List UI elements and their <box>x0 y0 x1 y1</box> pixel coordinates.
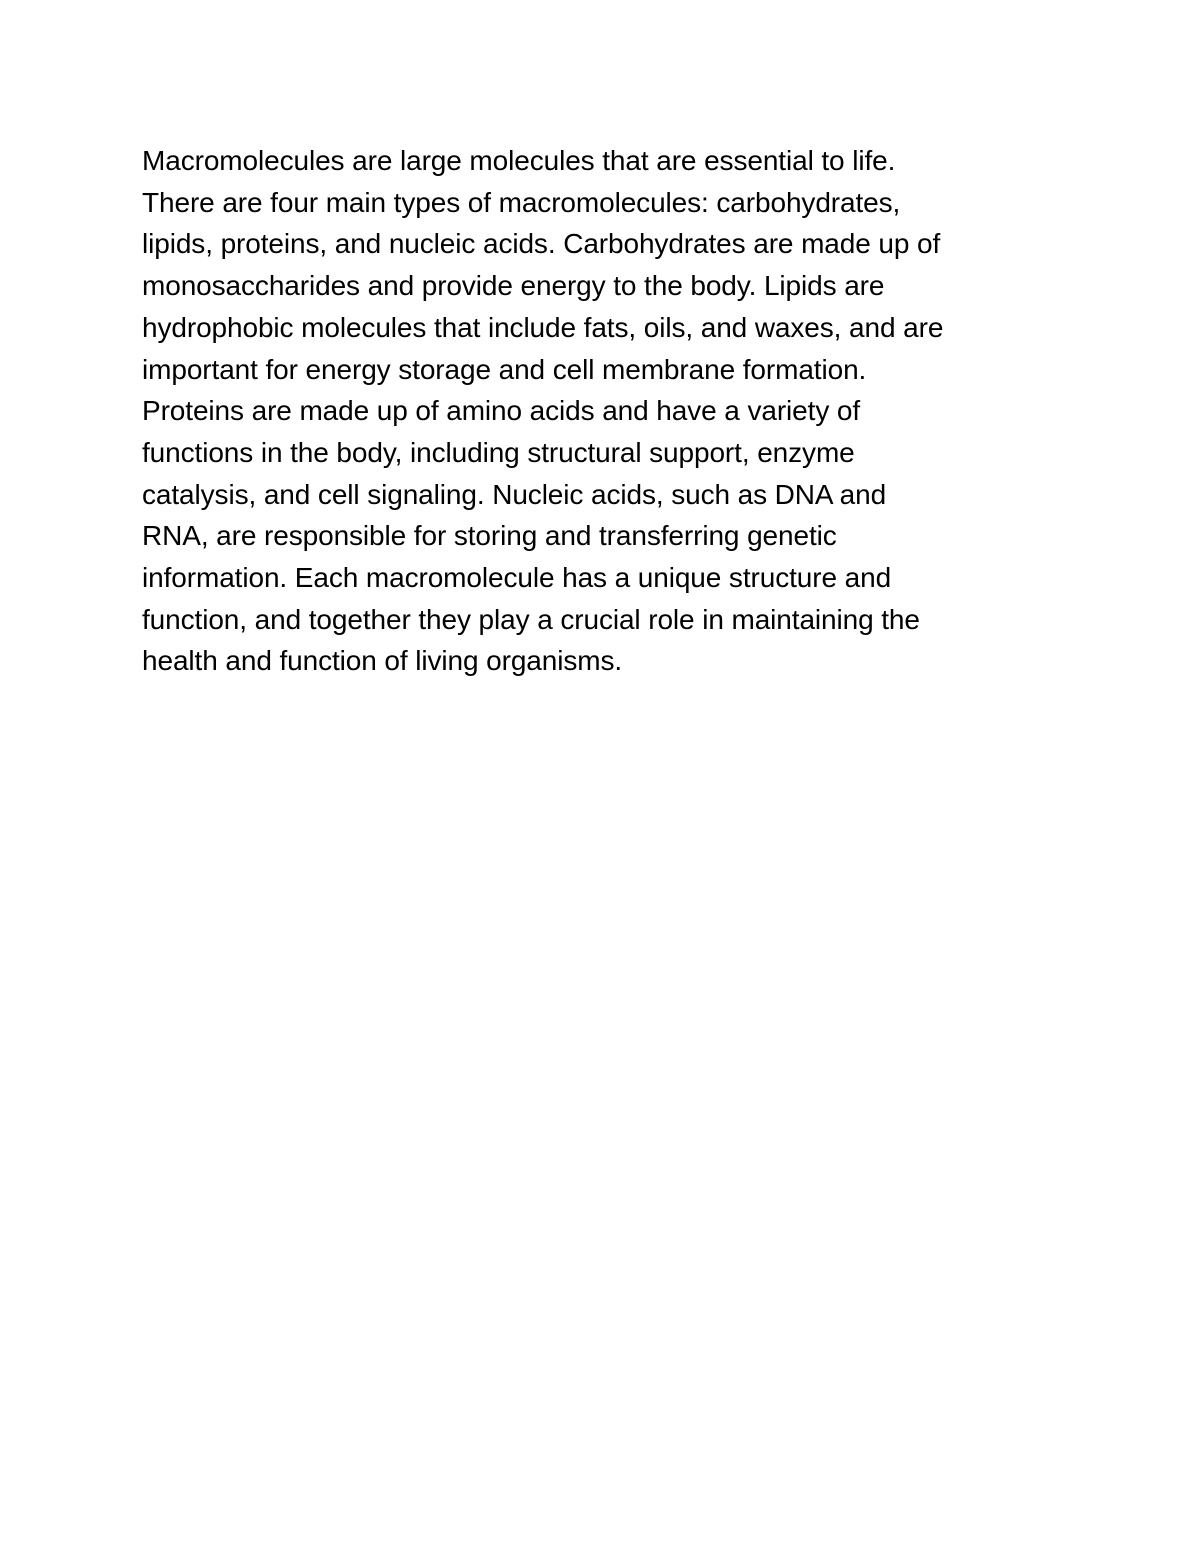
paragraph-line: hydrophobic molecules that include fats, oils, and waxes, and are <box>142 311 944 343</box>
paragraph-line: Macromolecules are large molecules that are essential to life. <box>142 145 896 176</box>
paragraph-line: monosaccharides and provide energy to the body. Lipids are <box>142 270 885 302</box>
paragraph-line: There are four main types of macromolecules: carbohydrates, <box>142 186 901 218</box>
paragraph-line: Proteins are made up of amino acids and have a variety of <box>142 395 861 427</box>
paragraph-line: information. Each macromolecule has a unique structure and <box>142 562 892 594</box>
paragraph-line: important for energy storage and cell membrane formation. <box>142 353 867 385</box>
paragraph-line: health and function of living organisms. <box>142 645 623 677</box>
paragraph-line: function, and together they play a crucial role in maintaining the <box>142 603 920 635</box>
paragraph-line: catalysis, and cell signaling. Nucleic acids, such as DNA and <box>142 478 887 510</box>
paragraph-line: RNA, are responsible for storing and transferring genetic <box>142 520 837 552</box>
paragraph-line: functions in the body, including structural support, enzyme <box>142 436 855 468</box>
body-paragraph <box>142 140 1082 682</box>
paragraph-line: lipids, proteins, and nucleic acids. Carbohydrates are made up of <box>142 228 941 260</box>
